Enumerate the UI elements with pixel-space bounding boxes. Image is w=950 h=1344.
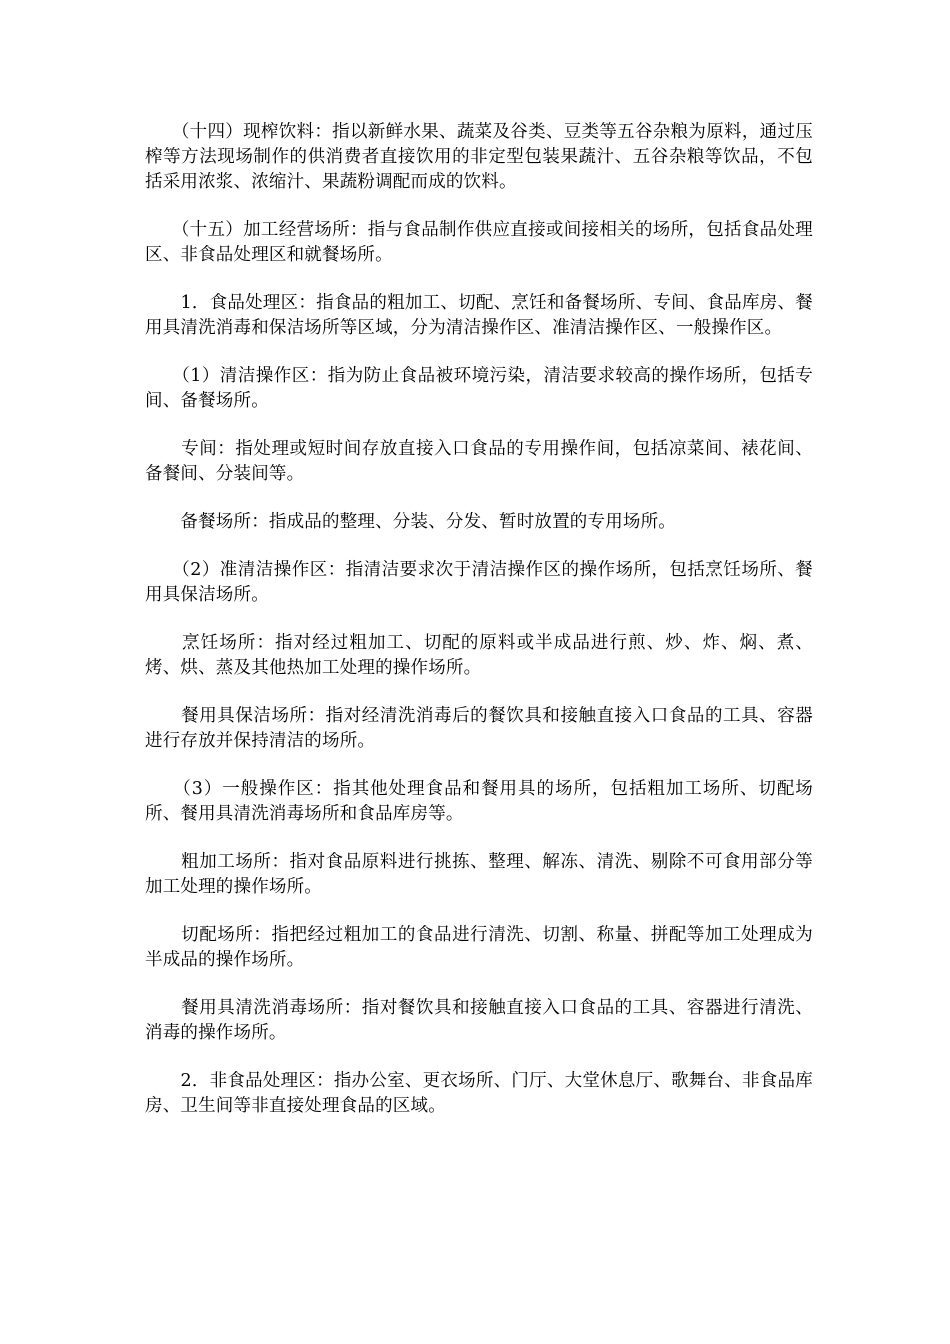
paragraph-semi-clean-area: （2）准清洁操作区：指清洁要求次于清洁操作区的操作场所，包括烹饪场所、餐用具保洁场所。	[145, 560, 813, 605]
paragraph-general-operation-area: （3）一般操作区：指其他处理食品和餐用具的场所，包括粗加工场所、切配场所、餐用具清洗消毒场所和食品库房等。	[145, 779, 813, 824]
paragraph-processing-premises: （十五）加工经营场所：指与食品制作供应直接或间接相关的场所，包括食品处理区、非食品处理区和就餐场所。	[145, 220, 813, 265]
paragraph-fresh-juice-definition: （十四）现榨饮料：指以新鲜水果、蔬菜及谷类、豆类等五谷杂粮为原料，通过压榨等方法现场制作的供消费者直接饮用的非定型包装果蔬汁、五谷杂粮等饮品，不包括采用浓浆、浓缩汁、果蔬粉调配而成的饮料。	[145, 122, 813, 192]
paragraph-utensil-cleaning-area: 餐用具清洗消毒场所：指对餐饮具和接触直接入口食品的工具、容器进行清洗、消毒的操作场所。	[145, 998, 813, 1043]
paragraph-cutting-area: 切配场所：指把经过粗加工的食品进行清洗、切割、称量、拼配等加工处理成为半成品的操作场所。	[145, 925, 813, 970]
paragraph-dedicated-room: 专间：指处理或短时间存放直接入口食品的专用操作间，包括凉菜间、裱花间、备餐间、分装间等。	[145, 439, 813, 484]
paragraph-rough-processing-area: 粗加工场所：指对食品原料进行挑拣、整理、解冻、清洗、剔除不可食用部分等加工处理的操作场所。	[145, 852, 813, 897]
paragraph-clean-operation-area: （1）清洁操作区：指为防止食品被环境污染，清洁要求较高的操作场所，包括专间、备餐场所。	[145, 366, 813, 411]
paragraph-utensil-storage-area: 餐用具保洁场所：指对经清洗消毒后的餐饮具和接触直接入口食品的工具、容器进行存放并保持清洁的场所。	[145, 706, 813, 751]
paragraph-cooking-area: 烹饪场所：指对经过粗加工、切配的原料或半成品进行煎、炒、炸、焖、煮、烤、烘、蒸及其他热加工处理的操作场所。	[145, 633, 813, 678]
paragraph-non-food-area: 2．非食品处理区：指办公室、更衣场所、门厅、大堂休息厅、歌舞台、非食品库房、卫生间等非直接处理食品的区域。	[145, 1071, 813, 1116]
paragraph-food-handling-area: 1．食品处理区：指食品的粗加工、切配、烹饪和备餐场所、专间、食品库房、餐用具清洗消毒和保洁场所等区域，分为清洁操作区、准清洁操作区、一般操作区。	[145, 293, 813, 338]
document-body	[145, 120, 813, 1142]
paragraph-meal-prep-area: 备餐场所：指成品的整理、分装、分发、暂时放置的专用场所。	[145, 512, 676, 532]
